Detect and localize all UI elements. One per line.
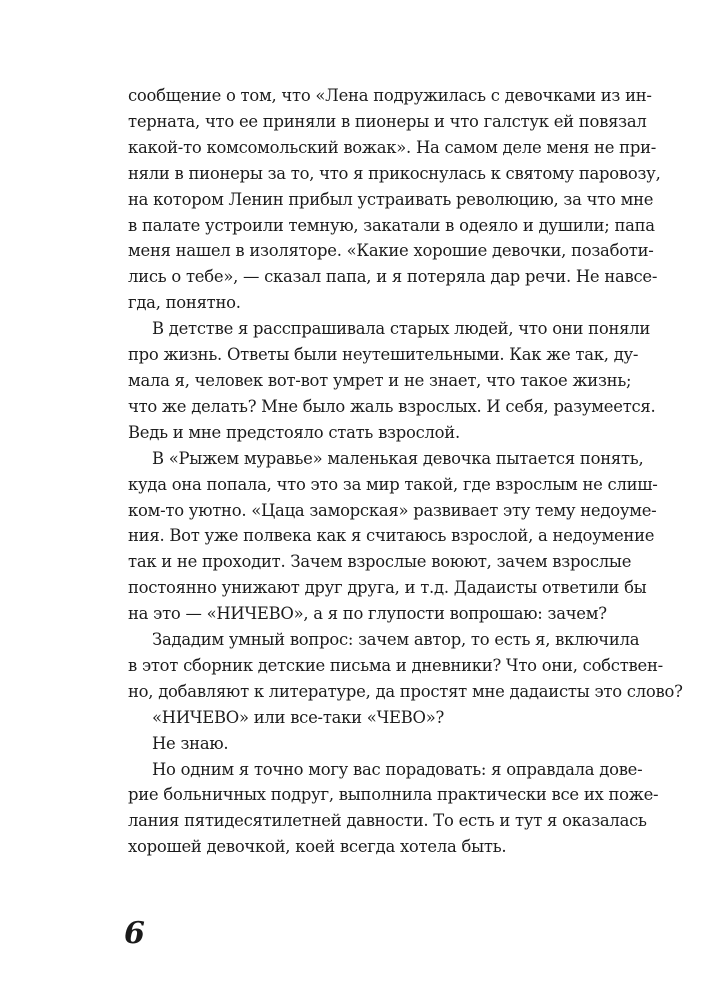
text-line: постоянно унижают друг друга, и т.д. Дадаисты ответили бы <box>128 578 647 598</box>
text-line: лись о тебе», — сказал папа, и я потеряла дар речи. Не навсе- <box>128 267 658 287</box>
paragraph <box>128 446 658 627</box>
text-line: «НИЧЕВО» или все-таки «ЧЕВО»? <box>152 707 445 727</box>
page-number: 6 <box>124 916 145 951</box>
text-line: в этот сборник детские письма и дневники? Что они, собствен- <box>128 655 663 675</box>
text-line: про жизнь. Ответы были неутешительными. Как же так, ду- <box>128 345 639 365</box>
paragraph <box>128 757 659 861</box>
text-line: Не знаю. <box>152 733 229 753</box>
text-line: ком-то уютно. «Цаца заморская» развивает эту тему недоуме- <box>128 500 657 520</box>
text-line: няли в пионеры за то, что я прикоснулась к святому паровозу, <box>128 163 661 183</box>
text-line: ния. Вот уже полвека как я считаюсь взрослой, а недоумение <box>128 526 655 546</box>
text-line: В детстве я расспрашивала старых людей, что они поняли <box>152 319 651 339</box>
text-line: что же делать? Мне было жаль взрослых. И себя, разумеется. <box>128 396 656 416</box>
text-line: на это — «НИЧЕВО», а я по глупости вопрошаю: зачем? <box>128 604 607 624</box>
text-line: куда она попала, что это за мир такой, где взрослым не слиш- <box>128 474 658 494</box>
paragraph <box>128 627 683 705</box>
text-line: Зададим умный вопрос: зачем автор, то есть я, включила <box>152 630 640 650</box>
paragraph <box>128 731 620 757</box>
text-line: гда, понятно. <box>128 293 241 313</box>
text-line: в палате устроили темную, закатали в одеяло и душили; папа <box>128 215 655 235</box>
text-line: Ведь и мне предстояло стать взрослой. <box>128 422 460 442</box>
text-line: лания пятидесятилетней давности. То есть и тут я оказалась <box>128 811 647 831</box>
text-line: на котором Ленин прибыл устраивать революцию, за что мне <box>128 189 654 209</box>
text-line: мала я, человек вот-вот умрет и не знает, что такое жизнь; <box>128 370 632 390</box>
text-line: В «Рыжем муравье» маленькая девочка пытается понять, <box>152 448 644 468</box>
body-text <box>128 83 683 860</box>
text-line: рие больничных подруг, выполнила практически все их поже- <box>128 785 659 805</box>
text-line: хорошей девочкой, коей всегда хотела быть. <box>128 837 507 857</box>
paragraph <box>128 705 620 731</box>
text-line: меня нашел в изоляторе. «Какие хорошие девочки, позаботи- <box>128 241 654 261</box>
text-line: терната, что ее приняли в пионеры и что галстук ей повязал <box>128 111 647 131</box>
text-line: какой-то комсомольский вожак». На самом деле меня не при- <box>128 137 657 157</box>
text-line: так и не проходит. Зачем взрослые воюют, зачем взрослые <box>128 552 632 572</box>
paragraph <box>128 83 661 316</box>
text-line: сообщение о том, что «Лена подружилась с девочками из ин- <box>128 86 652 105</box>
text-line: Но одним я точно могу вас порадовать: я оправдала дове- <box>152 759 643 779</box>
text-line: но, добавляют к литературе, да простят мне дадаисты это слово? <box>128 681 683 701</box>
paragraph <box>128 316 656 446</box>
